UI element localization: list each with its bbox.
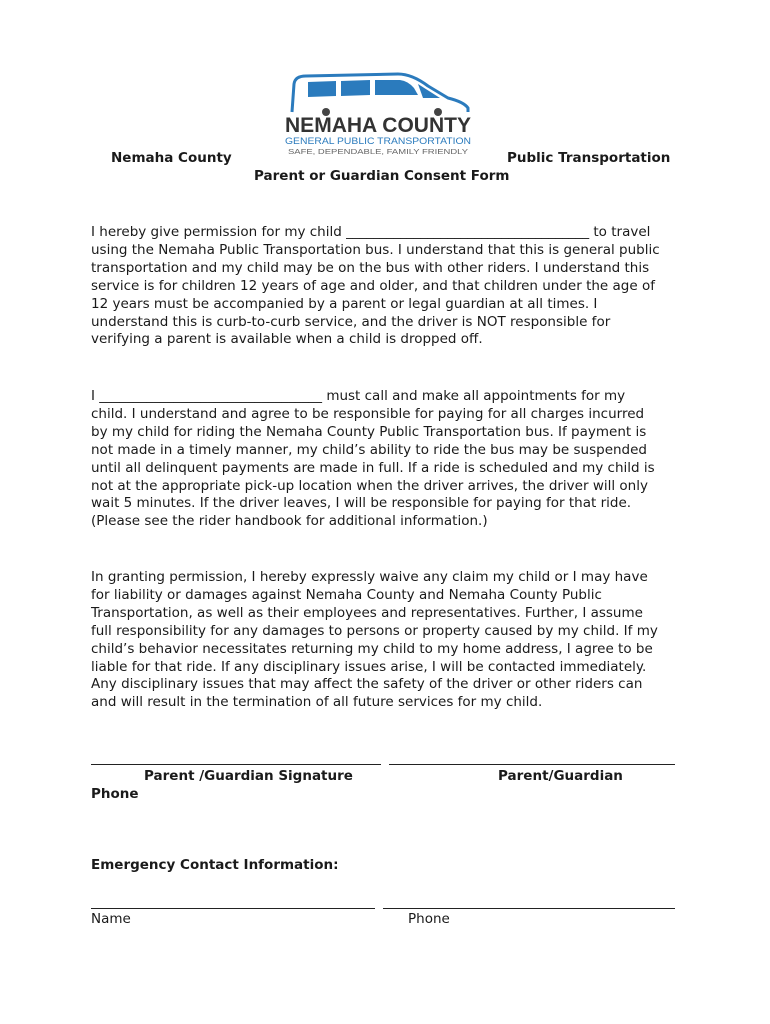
paragraph-line: 12 years must be accompanied by a parent or legal guardian at all times. I xyxy=(91,295,598,312)
paragraph-line: child. I understand and agree to be responsible for paying for all charges incurred xyxy=(91,405,645,422)
paragraph-line: I _________________________________ must call and make all appointments for my xyxy=(91,388,626,404)
paragraph-line: by my child for riding the Nemaha County Public Transportation bus. If payment is xyxy=(91,423,647,440)
paragraph-line: full responsibility for any damages to persons or property caused by my child. If my xyxy=(91,622,658,639)
emergency-phone-line[interactable] xyxy=(383,908,675,909)
paragraph-line: liable for that ride. If any disciplinary issues arise, I will be contacted immediately. xyxy=(91,658,647,675)
paragraph-line: and will result in the termination of all future services for my child. xyxy=(91,694,543,711)
waiver-paragraph xyxy=(91,569,685,712)
paragraph-line: Transportation, as well as their employees and representatives. Further, I assume xyxy=(91,604,643,621)
parent-signature-line[interactable] xyxy=(91,764,381,765)
nemaha-county-logo xyxy=(278,68,478,158)
emergency-phone-label: Phone xyxy=(408,911,450,927)
logo-name: NEMAHA COUNTY xyxy=(285,114,471,137)
paragraph-line: I hereby give permission for my child ____________________________________ to travel xyxy=(91,224,651,240)
parent-phone-line[interactable] xyxy=(389,764,675,765)
parent-phone-label-cont: Phone xyxy=(91,786,139,802)
parent-phone-label: Parent/Guardian xyxy=(498,768,623,784)
paragraph-line: verifying a parent is available when a child is dropped off. xyxy=(91,331,483,348)
logo-subtitle: GENERAL PUBLIC TRANSPORTATION xyxy=(285,136,472,147)
header-right: Public Transportation xyxy=(507,150,671,166)
paragraph-line: until all delinquent payments are made in full. If a ride is scheduled and my child is xyxy=(91,459,655,476)
permission-paragraph xyxy=(91,224,685,349)
paragraph-line: Any disciplinary issues that may affect the safety of the driver or other riders can xyxy=(91,676,643,693)
paragraph-line: not made in a timely manner, my child’s ability to ride the bus may be suspended xyxy=(91,441,647,458)
parent-signature-label: Parent /Guardian Signature xyxy=(144,768,353,784)
paragraph-line: In granting permission, I hereby expressly waive any claim my child or I may have xyxy=(91,569,648,585)
header-left: Nemaha County xyxy=(111,150,232,166)
paragraph-line: child’s behavior necessitates returning my child to my home address, I agree to be xyxy=(91,640,653,657)
paragraph-line: service is for children 12 years of age and older, and that children under the age of xyxy=(91,277,655,294)
emergency-name-label: Name xyxy=(91,911,131,927)
paragraph-line: (Please see the rider handbook for additional information.) xyxy=(91,513,488,530)
form-title: Parent or Guardian Consent Form xyxy=(254,168,510,184)
emergency-heading: Emergency Contact Information: xyxy=(91,857,339,873)
paragraph-line: using the Nemaha Public Transportation bus. I understand that this is general public xyxy=(91,241,660,258)
paragraph-line: wait 5 minutes. If the driver leaves, I will be responsible for paying for that ride. xyxy=(91,495,632,512)
responsibility-paragraph xyxy=(91,388,685,531)
paragraph-line: for liability or damages against Nemaha County and Nemaha County Public xyxy=(91,586,602,603)
emergency-name-line[interactable] xyxy=(91,908,375,909)
paragraph-line: not at the appropriate pick-up location when the driver arrives, the driver will only xyxy=(91,477,648,494)
paragraph-line: transportation and my child may be on the bus with other riders. I understand this xyxy=(91,259,650,276)
paragraph-line: understand this is curb-to-curb service, and the driver is NOT responsible for xyxy=(91,313,611,330)
logo-tagline: SAFE, DEPENDABLE, FAMILY FRIENDLY xyxy=(288,149,469,156)
